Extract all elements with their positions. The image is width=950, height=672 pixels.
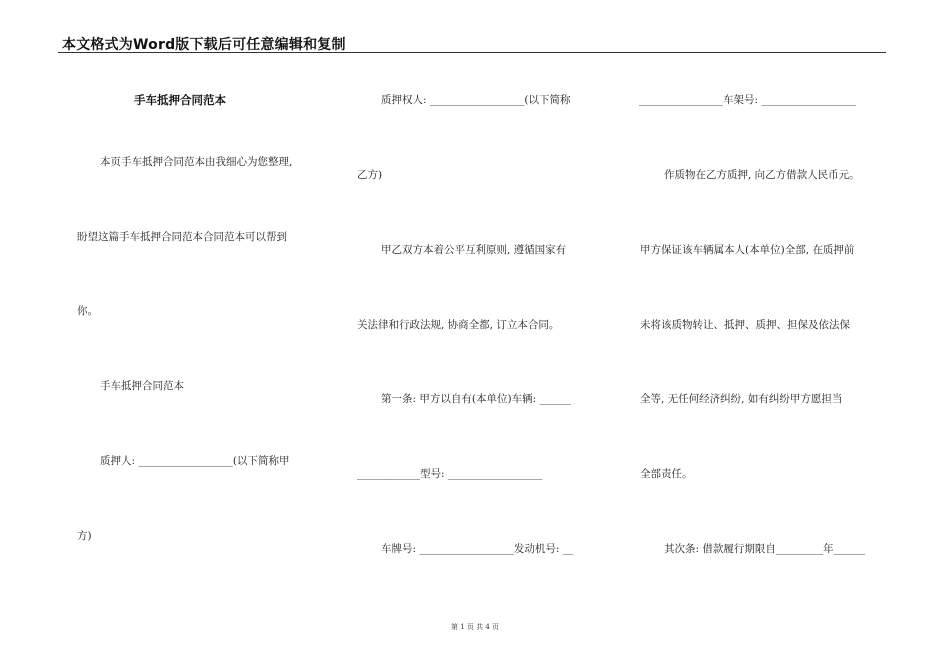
paragraph-line: 其次条: 借款履行期限自_________年______ [664,543,866,555]
paragraph-line: 第一条: 甲方以自有(本单位)车辆: ______ [381,393,571,405]
paragraph-line: 方) [77,530,92,542]
document-title: 手车抵押合同范本 [134,93,226,107]
paragraph-line: 车牌号: __________________发动机号: __ [381,543,574,555]
paragraph-line: 盼望这篇手车抵押合同范本合同范本可以帮到 [77,231,287,243]
paragraph-line: 关法律和行政法规, 协商全都, 订立本合同。 [357,319,560,331]
paragraph-line: ________________车架号: __________________ [639,94,856,106]
paragraph-line: 全部责任。 [640,468,693,480]
paragraph-line: 甲乙双方本着公平互利原则, 遵循国家有 [381,244,567,256]
paragraph-line: 乙方) [357,169,383,181]
paragraph-line: ____________型号: __________________ [357,468,543,480]
paragraph-line: 作质物在乙方质押, 向乙方借款人民币元。 [664,169,860,181]
paragraph-line: 未将该质物转让、抵押、质押、担保及依法保 [640,319,850,331]
text-column-1 [0,0,330,672]
paragraph-line: 你。 [77,305,98,317]
text-column-2 [330,0,620,672]
paragraph-line: 全等, 无任何经济纠纷, 如有纠纷甲方愿担当 [640,393,843,405]
paragraph-line: 质押人: __________________(以下简称甲 [100,455,290,467]
paragraph-line: 甲方保证该车辆属本人(本单位)全部, 在质押前 [640,244,855,256]
page-number: 第 1 页 共 4 页 [450,623,500,631]
document-header: 本文格式为Word版下载后可任意编辑和复制 [62,37,346,53]
paragraph-line: 质押权人: __________________(以下简称 [381,94,571,106]
paragraph-line: 本页手车抵押合同范本由我细心为您整理, [100,156,293,168]
text-column-3 [620,0,950,672]
section-heading: 手车抵押合同范本 [100,380,184,392]
